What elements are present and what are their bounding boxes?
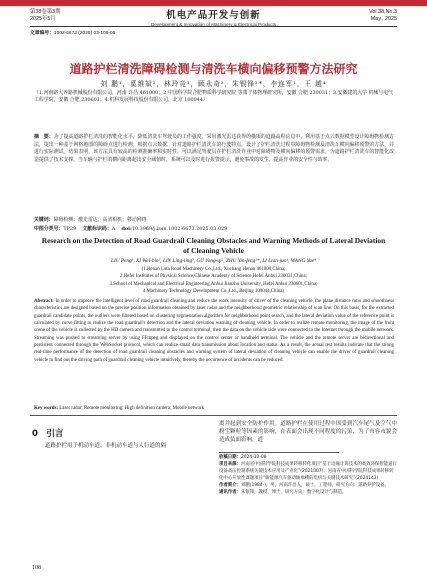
journal-masthead xyxy=(120,7,307,27)
section-heading: 0 引言 xyxy=(32,429,64,439)
footnote-rule xyxy=(219,452,339,453)
clc-value: TP29 xyxy=(63,226,77,232)
keywords-cn xyxy=(34,216,394,223)
affiliation-en-4: 4.Machinery Technology Development Co.,Ltd., Beijing 100044,China) xyxy=(142,288,285,294)
doi-label: doi: xyxy=(121,226,132,232)
affiliations-en xyxy=(30,266,397,295)
journal-name-en: Development & Innovation of Machinery & Electrical Products xyxy=(150,22,277,27)
abstract-cn-label: 摘 要： xyxy=(34,134,54,140)
corr-text: 朱银锋，教授，博士，研究方向：数字化设计与制造。 xyxy=(240,489,347,495)
doc-code-label: 文献标识码： xyxy=(82,226,112,232)
footnote xyxy=(219,455,397,496)
affiliation-en-2: 2.Hefei Institutes of Physical Science,Chinese Academy of Science,Hefei Anhui 230031,China; xyxy=(119,274,308,280)
authors-en: LIU Peng¹, XI Wei-bin², LIN Ling-ling³, GU Yong-qi², ZHU Yin-feng²*, LI Lian-jun¹, WANG Yue⁴ xyxy=(111,258,316,264)
keywords-en-text: Laser radar; Remote monitoring; High definition camera; Mobile network xyxy=(59,406,205,411)
header-date-en: May., 2025 xyxy=(370,16,397,22)
header-date-cn: 2025年5月 xyxy=(30,16,56,22)
author-text: 刘鹏(1984-)，男，河南许昌人，硕士，工程师，研究方向：道路养护设备。 xyxy=(240,482,389,488)
abstract-en-text: In order to improve the intelligent level of road guardrail cleaning and reduce the work intensity of driver of the cleaning vehicle, the plane distance ratio and smoothness characteristics are designed based on the precise position information obtained by laser radar and the neighborhood geometric relationship of scan line. On this basis, for the extracted guardrail candidate points, the outliers were filtered based on clustering segmentation algorithm for neighborhood point search, and the lateral deviation value of the reference point is calculated by curve fitting to realize the road guardrail's detection and the lateral deviation warning of cleaning vehicle. In order to realize remote monitoring, the image of the front scene of the vehicle is collected by the HD camera and transmitted to the control terminal, then the data on the vehicle side were connected to the Internet through the mobile network. Streaming was pushed to streaming server by using FFmpeg and displayed on the control center or handheld terminal. The vehicle and the remote server are bidirectional and persistent connected through the WebSocket protocol, which can realize small data transmission about location and status. As a result, the actual test results indicate that the strong real-time performance of the detection of road guardrail cleaning obstacles and warning system of lateral deviation of cleaning vehicle can enable the driver of guardrail cleaning vehicle to find out the driving path of guardrail cleaning vehicle intuitively, thereby the occurrence of accidents can be reduced. xyxy=(34,299,394,363)
body-text-right: 离并起到安全防护作用。道路护栏在使用过程中因受到汽车尾气及空气中粉尘颗粒等因素的影响，在表面会出现不同程度的污染，为了市容市貌会造成负面影响，道 xyxy=(219,421,397,443)
header-volume-cn: 第38卷第3期 xyxy=(30,9,61,15)
abstract-cn xyxy=(34,134,394,164)
article-number-label: 文章编号： xyxy=(30,31,54,36)
header-volume-block xyxy=(30,9,61,23)
classification-line xyxy=(34,225,394,232)
keywords-cn-label: 关键词： xyxy=(34,217,54,223)
abstract-en xyxy=(34,298,394,364)
affiliations-cn: （1.河南路大养路机械股份有限公司，河南 许昌 461000；2.中国科学院合肥物质科学研究院 等离子体物理研究所，安徽 合肥 230031；3.安徽建筑大学 机械与电气工程学院，安徽 合肥 230601；4.机科发展科技股份有限公司，北京 100044） xyxy=(34,90,393,104)
received-label: 收稿日期： xyxy=(219,455,241,460)
journal-name-cn: 机电产品开发与创新 xyxy=(166,10,261,21)
keywords-cn-text: 障碍检测；激光雷达；高清相机；移动网络 xyxy=(53,217,147,223)
title-en: Research on the Detection of Road Guardrail Cleaning Obstacles and Warning Methods of Lateral Deviation of Cleaning Vehicle xyxy=(41,236,386,255)
body-text-left: 道路护栏用于机动车道、非机动车道与人行道的隔 xyxy=(45,443,167,449)
footnote-fund xyxy=(219,462,397,483)
abstract-cn-text: 为了提高道路护栏清洗的智能化水平，降低清洗车驾驶员的工作强度，采用激光雷达获得的橫項的道路高程信息中，利用基于点云数据模型设计障碍物检测方法，提出一种基于网格地图的障碍点进行检测。根据点云数据，针对道路护栏清洗车的行驶特点，设计了护栏清洗过程中障碍物检测及清洗车横向偏移预警的方法，并进行实际测试。结果表明，该方法具有较高的检测准确率和实时性，可以满足驾驶员在护栏清洗作业中对障碍物及横向偏移的预警需求，为道路护栏清洗车的智能化改造提供了技术支撑。当车辆与护栏的横向距离超出安全阈值时，系统可以及时进行报警提示，避免事故的发生，提高作业的安全性与效率。 xyxy=(34,134,394,163)
doc-code-value: A xyxy=(111,226,116,232)
header-rule xyxy=(30,26,397,27)
author-label: 作者简介： xyxy=(219,482,241,488)
footnote-corresponding xyxy=(219,490,397,497)
abstract-en-label: Abstract: xyxy=(34,299,54,304)
affiliation-en-3: 3.School of Mechanical and Electrical Engineering,Anhui Jianzhu University, Hefei Anhui 230601,China; xyxy=(109,281,318,287)
footnote-received xyxy=(219,455,397,462)
page-number: 108 xyxy=(32,565,41,571)
footnote-author xyxy=(219,483,397,490)
title-cn: 道路护栏清洗障碍检测与清洗车横向偏移预警方法研究 xyxy=(69,62,358,76)
fund-text: 河南省中国科学院科技成果转移转化项目“基于边缘计算技术的高效环保智能道行设备高压控制系统关键技术应用及产业化”(2021007)；河南省中国科学院科技成果转移转化中心开放性课题项目“新能源汽车驱动轴承横的电机与关键技术研究”(2024143) xyxy=(219,461,397,481)
keywords-en xyxy=(34,406,394,411)
header-volume-en-block xyxy=(369,9,397,23)
header-accent-bar xyxy=(0,0,427,6)
header-volume-en: Vol.38,No.3 xyxy=(369,9,397,15)
clc-label: 中图分类号： xyxy=(34,226,64,232)
authors-cn: 刘 鹏¹，奚维斌²，林玲竞³，顾永奇²，朱银锋²*，李连军¹，王 越⁴ xyxy=(100,80,327,88)
fund-label: 项目来源： xyxy=(219,461,241,467)
corr-label: 通讯作者： xyxy=(219,489,241,495)
keywords-en-label: Key words: xyxy=(34,406,59,411)
article-number xyxy=(30,29,115,36)
section-divider xyxy=(30,415,397,416)
affiliation-en-1: (1.Henan Luta Road Machinery Co.,Ltd., Xuchang Henan 461000,China; xyxy=(141,267,286,272)
received-date: 2024-10-08 xyxy=(240,455,267,460)
doi-value: 10.3969/j.issn.1002-6673.2025.03.029 xyxy=(131,226,228,232)
article-number-value: 1002-6673 (2025) 03-108-05 xyxy=(54,31,116,36)
